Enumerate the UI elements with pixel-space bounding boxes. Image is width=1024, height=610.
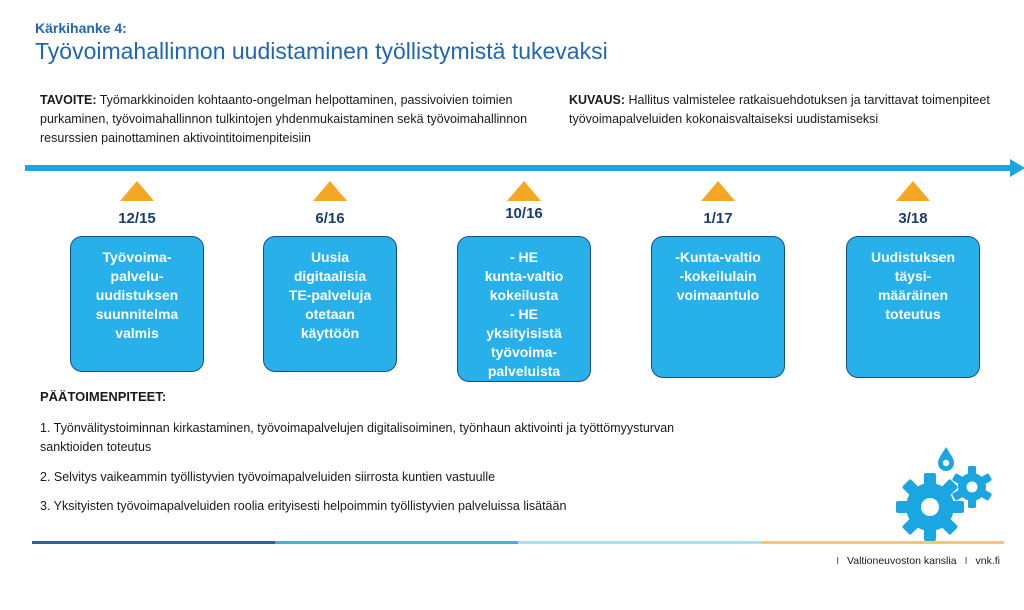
milestone-text-line: palveluista — [487, 363, 561, 379]
milestone-marker-icon — [120, 181, 154, 201]
milestone-text-line: käyttöön — [300, 325, 360, 341]
goal-body: Työmarkkinoiden kohtaanto-ongelman helpottaminen, passivoivien toimien purkaminen, työvoimahallinnon tulkintojen yhdenmukaistaminen sekä työvoimahallinnon resurssien painottaminen aktivointitoimenpiteisiin — [40, 93, 528, 145]
milestone-box — [651, 236, 785, 378]
milestone-text-line: yksityisistä — [486, 325, 562, 341]
milestone-text-line: määräinen — [877, 287, 949, 303]
main-action-item: 3. Yksityisten työvoimapalveluiden roolia erityisesti helpoimmin työllistyvien palveluissa lisätään — [40, 499, 567, 513]
milestone-text-line: Työvoima- — [102, 249, 172, 265]
goal-label: TAVOITE: — [40, 93, 97, 107]
milestone-text-line: - HE — [510, 306, 538, 322]
milestone-text-line: uudistuksen — [95, 287, 179, 303]
milestone-marker-icon — [313, 181, 347, 201]
milestone-box — [70, 236, 204, 372]
milestone-text-line: täysi- — [894, 268, 932, 284]
footer-line-segment — [518, 541, 761, 544]
milestone-date: 1/17 — [703, 210, 733, 227]
main-actions-title: PÄÄTOIMENPITEET: — [40, 389, 167, 404]
milestone-text-line: -kokeilulain — [679, 268, 757, 284]
description-text — [569, 91, 1009, 129]
page-subtitle: Kärkihanke 4: — [35, 20, 127, 36]
milestone-text-line: valmis — [115, 325, 159, 341]
description-body: Hallitus valmistelee ratkaisuehdotuksen ja tarvittavat toimenpiteet työvoimapalveluiden kokonaisvaltaiseksi uudistamiseksi — [569, 93, 990, 126]
description-label: KUVAUS: — [569, 93, 626, 107]
milestone-box — [263, 236, 397, 372]
footer-site[interactable]: vnk.fi — [975, 555, 1000, 567]
main-action-item: 2. Selvitys vaikeammin työllistyvien työvoimapalveluiden siirrosta kuntien vastuulle — [40, 470, 496, 484]
milestone-box — [846, 236, 980, 378]
footer-line-segment — [761, 541, 1004, 544]
milestone-text-line: palvelu- — [110, 268, 164, 284]
milestone-text-line: suunnitelma — [95, 306, 179, 322]
milestone-date: 10/16 — [505, 205, 543, 222]
milestone-text-line: TE-palveluja — [288, 287, 372, 303]
milestone-text-line: -Kunta-valtio — [675, 249, 761, 265]
milestone-date: 6/16 — [315, 210, 345, 227]
milestone-text-line: toteutus — [885, 306, 941, 322]
milestone-marker-icon — [507, 181, 541, 201]
milestone-text-line: voimaantulo — [676, 287, 760, 303]
page-title: Työvoimahallinnon uudistaminen työllistymistä tukevaksi — [35, 38, 608, 64]
milestone-text-line: kunta-valtio — [484, 268, 564, 284]
milestone-text-line: digitaalisia — [293, 268, 367, 284]
milestone-date: 3/18 — [898, 210, 928, 227]
footer-line-segment — [32, 541, 275, 544]
milestone-text-line: kokeilusta — [489, 287, 559, 303]
goal-text — [40, 91, 560, 148]
footer: I Valtioneuvoston kanslia I vnk.fi — [836, 555, 1000, 567]
footer-line-segment — [275, 541, 518, 544]
milestone-marker-icon — [896, 181, 930, 201]
milestone-box — [457, 236, 591, 382]
milestone-text-line: Uudistuksen — [870, 249, 955, 265]
footer-org: Valtioneuvoston kanslia — [847, 555, 957, 567]
main-action-item: 1. Työnvälitystoiminnan kirkastaminen, työvoimapalvelujen digitalisoiminen, työnhaun aktivointi ja työttömyysturvan sanktioiden toteutus — [40, 421, 675, 454]
milestone-marker-icon — [701, 181, 735, 201]
milestone-date: 12/15 — [118, 210, 156, 227]
milestone-text-line: - HE — [510, 249, 538, 265]
milestone-text-line: otetaan — [305, 306, 355, 322]
gears-icon — [890, 445, 1000, 545]
milestone-text-line: Uusia — [310, 249, 350, 265]
water-drop-icon — [938, 447, 954, 471]
timeline-arrow — [25, 158, 1024, 178]
milestone-text-line: työvoima- — [490, 344, 558, 360]
